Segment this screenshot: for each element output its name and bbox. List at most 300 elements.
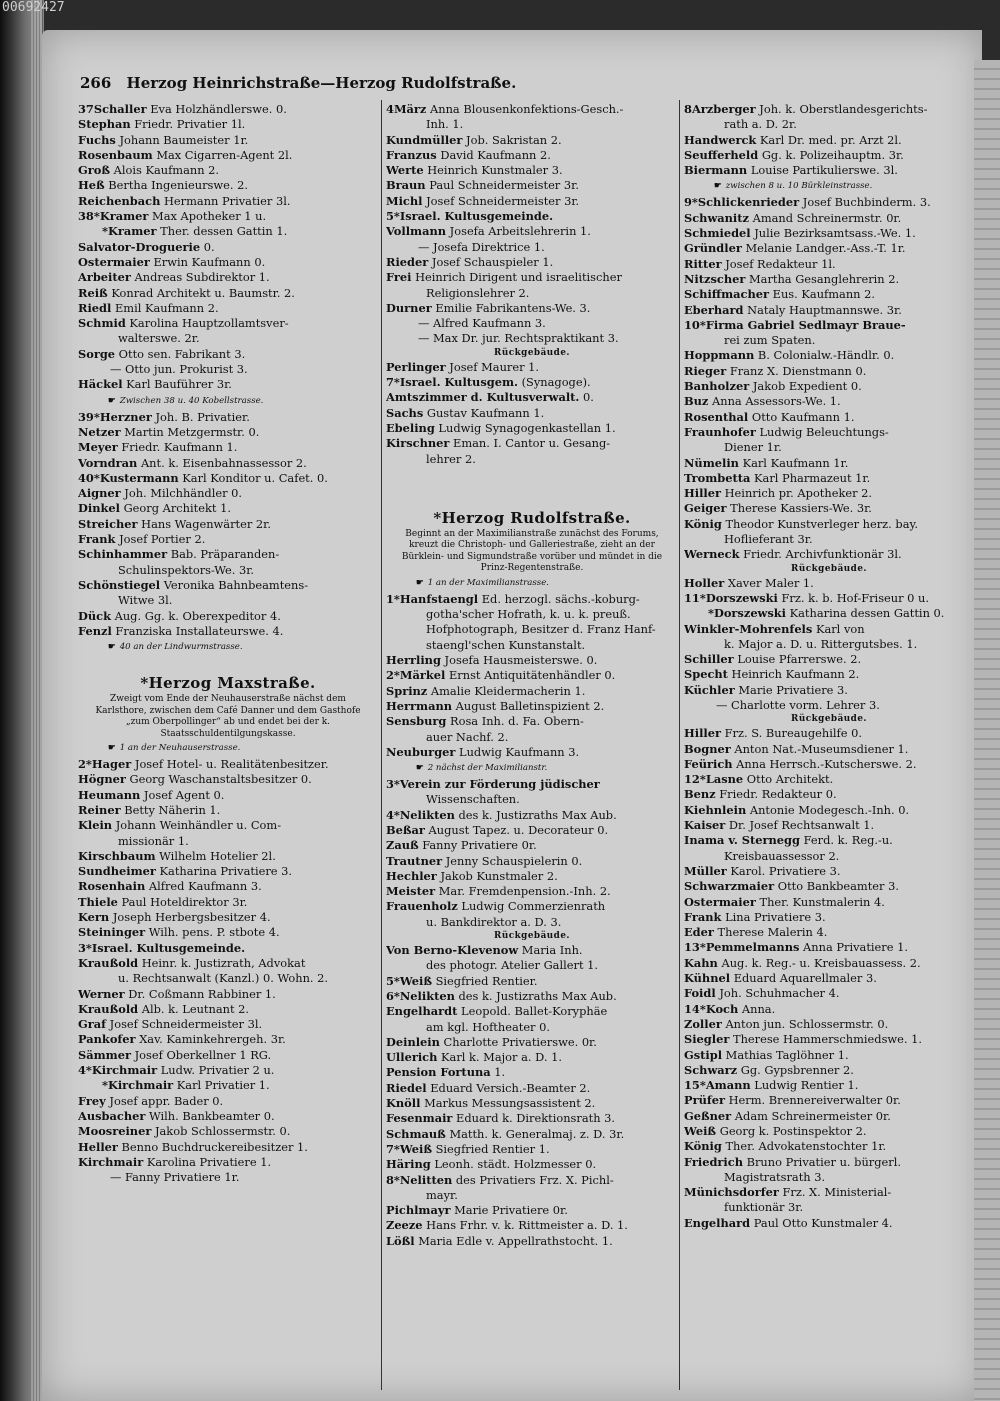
house-number: 5* bbox=[386, 973, 400, 988]
resident-entry bbox=[386, 360, 678, 375]
street-note bbox=[78, 395, 378, 408]
resident-name: Israel. Kultusgemeinde. bbox=[91, 940, 246, 955]
resident-details: Nataly Hauptmannswe. 3r. bbox=[747, 302, 902, 317]
resident-name: Kraußold bbox=[78, 955, 139, 970]
resident-entry bbox=[78, 456, 378, 471]
pointing-hand-icon: ☛ bbox=[416, 763, 424, 774]
street-description-text: Beginnt an der Maximilianstraße zunächst des Forums, kreuzt die Christoph- und Galleriestraße, zieht an der Bürklein- und Sigmundstraße vorüber und mündet in die Prinz-Regentenstraße. bbox=[401, 528, 663, 574]
resident-name: Kiehnlein bbox=[684, 802, 747, 817]
resident-details: Leopold. Ballet-Koryphäe bbox=[461, 1004, 608, 1019]
resident-entry bbox=[386, 1004, 678, 1019]
resident-entry bbox=[78, 194, 378, 209]
resident-name: Seufferheld bbox=[684, 147, 759, 162]
resident-name: Kramer bbox=[99, 209, 149, 224]
resident-entry bbox=[78, 895, 378, 910]
resident-name: Herrling bbox=[386, 653, 441, 668]
resident-name: Lößl bbox=[386, 1233, 415, 1248]
resident-entry bbox=[78, 440, 378, 455]
resident-details: Joh. Milchhändler 0. bbox=[124, 486, 243, 501]
resident-entry bbox=[386, 102, 678, 117]
continuation-text: Hofphotograph, Besitzer d. Franz Hanf- bbox=[426, 622, 656, 637]
house-number: 10* bbox=[684, 317, 706, 332]
resident-details: Amand Schreinermstr. 0r. bbox=[752, 210, 902, 225]
resident-name: Feürich bbox=[684, 756, 733, 771]
resident-name: Schmid bbox=[78, 316, 126, 331]
resident-entry bbox=[684, 772, 974, 787]
resident-name: Michl bbox=[386, 193, 423, 208]
continuation-text: Wissenschaften. bbox=[426, 792, 520, 807]
resident-entry bbox=[386, 653, 678, 668]
resident-name: Frei bbox=[386, 270, 412, 285]
resident-name: Weiß bbox=[684, 1124, 717, 1138]
resident-entry bbox=[684, 667, 974, 682]
house-number: 7* bbox=[386, 375, 400, 390]
resident-details: Emilie Fabrikantens-We. 3. bbox=[435, 300, 591, 315]
resident-name: Engelhardt bbox=[386, 1004, 458, 1019]
resident-entry bbox=[78, 1124, 378, 1139]
right-page-stack-edge bbox=[974, 60, 1000, 1401]
resident-details: Otto Kaufmann 1. bbox=[751, 409, 855, 424]
resident-details: Dr. Coßmann Rabbiner 1. bbox=[128, 986, 276, 1001]
continuation-text: auer Nachf. 2. bbox=[426, 729, 509, 744]
resident-details: Frz. S. Bureaugehilfe 0. bbox=[724, 726, 862, 741]
continuation-line bbox=[684, 117, 974, 132]
resident-entry bbox=[386, 869, 678, 884]
resident-details: Betty Näherin 1. bbox=[124, 802, 221, 817]
resident-details: Ludwig Commerzienrath bbox=[461, 899, 606, 914]
resident-name: Pichlmayr bbox=[386, 1203, 451, 1218]
resident-details: 0. bbox=[583, 390, 594, 405]
house-number: 12* bbox=[684, 772, 706, 787]
resident-entry bbox=[386, 436, 678, 451]
resident-entry bbox=[78, 987, 378, 1002]
resident-name: Braun bbox=[386, 178, 426, 193]
resident-entry bbox=[78, 1032, 378, 1047]
resident-entry bbox=[386, 148, 678, 163]
resident-name: Deinlein bbox=[386, 1034, 440, 1049]
resident-details: Maria Edle v. Appellrathstocht. 1. bbox=[418, 1233, 613, 1248]
house-number: 1* bbox=[386, 591, 400, 606]
resident-name: Kirchmair bbox=[91, 1063, 158, 1078]
resident-entry bbox=[684, 257, 974, 272]
resident-entry bbox=[78, 578, 378, 593]
continuation-line bbox=[386, 117, 678, 132]
resident-entry bbox=[684, 471, 974, 486]
resident-entry bbox=[684, 1063, 974, 1078]
resident-entry bbox=[684, 986, 974, 1001]
resident-name: Fesenmair bbox=[386, 1111, 453, 1126]
continuation-text: missionär 1. bbox=[118, 833, 189, 848]
resident-details: Eduard k. Direktionsrath 3. bbox=[456, 1111, 616, 1126]
resident-name: Holler bbox=[684, 575, 725, 590]
resident-entry bbox=[78, 501, 378, 516]
resident-entry bbox=[684, 1216, 974, 1231]
column-rule-2 bbox=[679, 100, 680, 1390]
pointing-hand-icon: ☛ bbox=[416, 577, 424, 588]
resident-details: Karl Pharmazeut 1r. bbox=[754, 470, 871, 485]
resident-details: Karl Dr. med. pr. Arzt 2l. bbox=[759, 132, 902, 147]
resident-name: Werneck bbox=[684, 547, 740, 562]
resident-name: Herrmann bbox=[386, 698, 453, 713]
resident-name: Küchler bbox=[684, 682, 735, 697]
resident-name: Trombetta bbox=[684, 470, 751, 485]
resident-entry bbox=[78, 347, 378, 362]
resident-details: Therese Kassiers-We. 3r. bbox=[730, 501, 872, 516]
resident-entry bbox=[78, 803, 378, 818]
resident-entry bbox=[684, 803, 974, 818]
resident-name: Kirschner bbox=[386, 436, 450, 451]
resident-name: Winkler-Mohrenfels bbox=[684, 621, 813, 636]
resident-name: Hager bbox=[91, 757, 132, 772]
resident-details: Markus Messungsassistent 2. bbox=[424, 1096, 596, 1111]
house-number: 38* bbox=[78, 209, 100, 224]
resident-entry bbox=[684, 879, 974, 894]
resident-details: Josef Buchbinderm. 3. bbox=[802, 195, 931, 210]
resident-entry bbox=[386, 1065, 678, 1080]
resident-details: Georg Waschanstaltsbesitzer 0. bbox=[129, 772, 312, 787]
resident-name: Fraunhofer bbox=[684, 424, 756, 439]
resident-entry bbox=[78, 286, 378, 301]
resident-name: Ullerich bbox=[386, 1050, 438, 1065]
resident-entry bbox=[78, 163, 378, 178]
resident-details: Katharina Privatiere 3. bbox=[159, 864, 293, 879]
resident-details: Otto sen. Fabrikant 3. bbox=[118, 346, 246, 361]
resident-details: Gg. k. Polizeihauptm. 3r. bbox=[761, 147, 904, 162]
resident-name: Dinkel bbox=[78, 501, 120, 516]
continuation-line bbox=[386, 792, 678, 807]
resident-name: Prüfer bbox=[684, 1093, 725, 1108]
street-description bbox=[78, 694, 378, 740]
resident-entry bbox=[684, 287, 974, 302]
continuation-text: — Charlotte vorm. Lehrer 3. bbox=[716, 697, 880, 712]
resident-entry bbox=[386, 178, 678, 193]
resident-name: Kirchmair bbox=[78, 1154, 144, 1169]
continuation-text: u. Rechtsanwalt (Kanzl.) 0. Wohn. 2. bbox=[118, 971, 329, 986]
resident-details: Katharina dessen Gattin 0. bbox=[789, 606, 945, 621]
resident-details: Josef appr. Bader 0. bbox=[109, 1093, 224, 1108]
continuation-line bbox=[386, 452, 678, 467]
resident-entry bbox=[78, 1140, 378, 1155]
resident-entry bbox=[78, 1002, 378, 1017]
resident-name: Müller bbox=[684, 863, 727, 878]
resident-details: Bab. Präparanden- bbox=[170, 547, 280, 562]
resident-details: Emil Kaufmann 2. bbox=[114, 300, 219, 315]
resident-name: Dück bbox=[78, 608, 111, 623]
house-number: 39* bbox=[78, 409, 100, 424]
resident-entry bbox=[78, 1094, 378, 1109]
resident-details: Ludw. Privatier 2 u. bbox=[160, 1063, 275, 1078]
resident-name: Eder bbox=[684, 925, 714, 940]
resident-name: Siegler bbox=[684, 1032, 730, 1047]
resident-name: Geßner bbox=[684, 1108, 732, 1123]
resident-entry bbox=[78, 471, 378, 486]
resident-details: Alb. k. Leutnant 2. bbox=[141, 1001, 250, 1016]
resident-entry bbox=[386, 974, 678, 989]
resident-name: Israel. Kultusgemeinde. bbox=[399, 209, 554, 224]
resident-details: Aug. k. Reg.- u. Kreisbauassess. 2. bbox=[721, 955, 921, 970]
resident-name: Vollmann bbox=[386, 224, 447, 239]
resident-entry bbox=[684, 195, 974, 210]
resident-name: Hiller bbox=[684, 726, 721, 741]
resident-name: Groß bbox=[78, 163, 110, 178]
resident-details: Ther. Kunstmalerin 4. bbox=[759, 894, 885, 909]
resident-name: Ritter bbox=[684, 256, 722, 271]
resident-name: Reiner bbox=[78, 802, 121, 817]
house-number: 4* bbox=[78, 1063, 92, 1078]
resident-details: Anton jun. Schlossermstr. 0. bbox=[725, 1016, 889, 1031]
house-number: 5* bbox=[386, 209, 400, 224]
resident-name: Banholzer bbox=[684, 379, 750, 394]
resident-entry bbox=[386, 375, 678, 390]
resident-name: Eberhard bbox=[684, 302, 744, 317]
continuation-text: lehrer 2. bbox=[426, 451, 476, 466]
street-note bbox=[386, 577, 678, 590]
resident-details: Joseph Herbergsbesitzer 4. bbox=[112, 910, 271, 925]
resident-details: Joh. Schuhmacher 4. bbox=[719, 986, 840, 1001]
street-note bbox=[78, 742, 378, 755]
house-number: 13* bbox=[684, 940, 706, 955]
resident-entry bbox=[386, 209, 678, 224]
resident-entry bbox=[684, 971, 974, 986]
resident-name: Nelikten bbox=[399, 988, 455, 1003]
resident-entry bbox=[684, 1017, 974, 1032]
continuation-text: Inh. 1. bbox=[426, 117, 464, 132]
house-number: 3* bbox=[386, 777, 400, 792]
continuation-line bbox=[386, 316, 678, 331]
continuation-text: am kgl. Hoftheater 0. bbox=[426, 1019, 550, 1034]
resident-details: Mar. Fremdenpension.-Inh. 2. bbox=[438, 884, 611, 899]
continuation-line bbox=[78, 563, 378, 578]
resident-name: Von Berno-Klevenow bbox=[386, 943, 519, 958]
resident-name: März bbox=[393, 102, 427, 116]
resident-details: 1. bbox=[494, 1065, 506, 1080]
street-note-text: 1 an der Maximilianstrasse. bbox=[427, 577, 550, 588]
house-number: 40* bbox=[78, 470, 100, 485]
resident-entry bbox=[684, 940, 974, 955]
continuation-text: Hoflieferant 3r. bbox=[724, 532, 813, 547]
resident-entry bbox=[78, 255, 378, 270]
street-section-title bbox=[386, 507, 678, 529]
resident-details: Marie Privatiere 0r. bbox=[454, 1203, 568, 1218]
resident-entry bbox=[684, 486, 974, 501]
resident-entry bbox=[684, 1139, 974, 1154]
resident-details: Josef Portier 2. bbox=[119, 532, 206, 547]
resident-details: Julie Bezirksamtsass.-We. 1. bbox=[754, 226, 916, 241]
pointing-hand-icon: ☛ bbox=[108, 395, 116, 406]
resident-details: Jakob Kunstmaler 2. bbox=[440, 868, 558, 883]
resident-entry bbox=[386, 854, 678, 869]
resident-name: Rieger bbox=[684, 363, 727, 378]
resident-details: Adam Schreinermeister 0r. bbox=[734, 1108, 891, 1123]
resident-name: Sämmer bbox=[78, 1047, 131, 1062]
continuation-line bbox=[386, 958, 678, 973]
resident-name: Pankofer bbox=[78, 1032, 136, 1047]
continuation-line bbox=[78, 331, 378, 346]
house-number: 2* bbox=[78, 757, 92, 772]
resident-details: August Balletinspizient 2. bbox=[455, 698, 605, 713]
resident-details: Wilh. Bankbeamter 0. bbox=[148, 1108, 275, 1123]
resident-details: Anton Nat.-Museumsdiener 1. bbox=[734, 741, 909, 756]
street-description-text: Zweigt vom Ende der Neuhauserstraße nächst dem Karlsthore, zwischen dem Café Danner und dem Gasthofe „zum Oberpollinger“ ab und endet bei der k. Staatsschuldentilgungskasse. bbox=[95, 694, 361, 739]
resident-details: Karol. Privatiere 3. bbox=[730, 863, 841, 878]
resident-entry bbox=[684, 1078, 974, 1093]
resident-name: Kundmüller bbox=[386, 132, 463, 147]
resident-details: Ther. Advokatenstochter 1r. bbox=[725, 1139, 887, 1154]
page-number: 266 bbox=[80, 74, 112, 92]
street-note-text: Zwischen 38 u. 40 Kobellstrasse. bbox=[119, 395, 264, 406]
resident-name: Sundheimer bbox=[78, 864, 156, 879]
resident-name: Bogner bbox=[684, 741, 731, 756]
continuation-line bbox=[78, 593, 378, 608]
resident-details: Josef Oberkellner 1 RG. bbox=[134, 1047, 272, 1062]
resident-name: Klein bbox=[78, 818, 113, 833]
resident-details: Friedr. Redakteur 0. bbox=[719, 787, 837, 802]
resident-entry bbox=[78, 425, 378, 440]
resident-details: Georg Architekt 1. bbox=[123, 501, 231, 516]
resident-entry bbox=[684, 226, 974, 241]
resident-name: Weiß bbox=[399, 1141, 432, 1156]
resident-details: Frz. k. b. Hof-Friseur 0 u. bbox=[781, 590, 930, 605]
resident-name: Arbeiter bbox=[78, 270, 131, 285]
resident-details: Joh. B. Privatier. bbox=[155, 409, 250, 424]
resident-details: Josef Schneidermeister 3l. bbox=[109, 1017, 263, 1032]
resident-entry bbox=[684, 318, 974, 333]
rear-building-text: Rückgebäude. bbox=[494, 931, 570, 942]
resident-entry bbox=[78, 925, 378, 940]
resident-details: Paul Schneidermeister 3r. bbox=[429, 178, 579, 193]
resident-details: Josef Redakteur 1l. bbox=[725, 256, 836, 271]
resident-name: Moosreiner bbox=[78, 1124, 152, 1139]
resident-entry bbox=[78, 377, 378, 392]
resident-entry bbox=[386, 224, 678, 239]
resident-details: Ernst Antiquitätenhändler 0. bbox=[448, 668, 616, 683]
resident-entry bbox=[386, 163, 678, 178]
resident-details: Alfred Kaufmann 3. bbox=[148, 879, 262, 894]
resident-details: Erwin Kaufmann 0. bbox=[153, 254, 266, 269]
resident-name: Kühnel bbox=[684, 971, 731, 986]
resident-name: Ostermaier bbox=[684, 894, 756, 909]
resident-entry bbox=[684, 864, 974, 879]
resident-details: Josefa Arbeitslehrerin 1. bbox=[449, 224, 591, 239]
resident-details: David Kaufmann 2. bbox=[440, 147, 551, 162]
resident-name: Nümelin bbox=[684, 455, 739, 470]
resident-details: Franziska Installateurswe. 4. bbox=[115, 623, 284, 638]
continuation-text: — Alfred Kaufmann 3. bbox=[418, 316, 546, 331]
resident-details: Eduard Versich.-Beamter 2. bbox=[430, 1080, 591, 1095]
resident-details: (Synagoge). bbox=[521, 375, 591, 390]
resident-entry bbox=[684, 818, 974, 833]
resident-details: Eus. Kaufmann 2. bbox=[772, 287, 875, 302]
resident-entry bbox=[78, 1063, 378, 1078]
resident-entry bbox=[684, 895, 974, 910]
resident-name: Kirschbaum bbox=[78, 848, 156, 863]
resident-name: Koch bbox=[705, 1001, 739, 1016]
resident-entry bbox=[684, 1002, 974, 1017]
resident-details: Martha Gesanglehrerin 2. bbox=[748, 271, 900, 286]
continuation-line bbox=[386, 286, 678, 301]
resident-entry bbox=[78, 410, 378, 425]
resident-details: August Tapez. u. Decorateur 0. bbox=[428, 822, 609, 837]
resident-entry bbox=[78, 486, 378, 501]
resident-name: Netzer bbox=[78, 424, 121, 439]
street-title-text: *Herzog Maxstraße. bbox=[140, 674, 316, 693]
resident-name: Weiß bbox=[399, 973, 432, 988]
resident-name: Meister bbox=[386, 884, 436, 899]
resident-details: Karl k. Major a. D. 1. bbox=[441, 1050, 562, 1065]
rear-building-label bbox=[386, 347, 678, 360]
resident-name: Ostermaier bbox=[78, 254, 150, 269]
resident-entry bbox=[684, 241, 974, 256]
resident-name: Hanfstaengl bbox=[399, 591, 479, 606]
resident-details: Gustav Kaufmann 1. bbox=[426, 405, 545, 420]
resident-details: Siegfried Rentier 1. bbox=[435, 1141, 550, 1156]
continuation-line bbox=[684, 532, 974, 547]
resident-details: Gg. Gypsbrenner 2. bbox=[740, 1062, 854, 1077]
resident-details: Johann Weinhändler u. Com- bbox=[115, 818, 282, 833]
resident-name: *Kirchmair bbox=[102, 1078, 174, 1093]
continuation-line bbox=[386, 331, 678, 346]
resident-entry bbox=[684, 272, 974, 287]
resident-details: Ferd. k. Reg.-u. bbox=[803, 833, 893, 848]
resident-details: Anna. bbox=[741, 1001, 776, 1016]
resident-name: Buz bbox=[684, 394, 709, 409]
resident-details: Andreas Subdirektor 1. bbox=[134, 270, 270, 285]
street-description bbox=[386, 529, 678, 575]
resident-details: Friedr. Kaufmann 1. bbox=[121, 440, 238, 455]
resident-details: Ludwig Rentier 1. bbox=[754, 1078, 859, 1093]
resident-entry bbox=[386, 1157, 678, 1172]
resident-entry bbox=[684, 456, 974, 471]
resident-name: Gründler bbox=[684, 241, 742, 256]
resident-details: Heinrich Kunstmaler 3. bbox=[427, 163, 563, 178]
resident-entry bbox=[78, 1017, 378, 1032]
resident-details: Karl von bbox=[815, 621, 865, 636]
house-number: 7* bbox=[386, 1141, 400, 1156]
resident-name: Ebeling bbox=[386, 420, 435, 435]
resident-details: Charlotte Privatierswe. 0r. bbox=[443, 1034, 597, 1049]
resident-details: Josefa Hausmeisterswe. 0. bbox=[444, 653, 598, 668]
continuation-text: Schulinspektors-We. 3r. bbox=[118, 562, 255, 577]
resident-name: Riedl bbox=[78, 300, 112, 315]
resident-entry bbox=[78, 209, 378, 224]
resident-name: Schinhammer bbox=[78, 547, 168, 562]
resident-entry bbox=[78, 772, 378, 787]
resident-details: Leonh. städt. Holzmesser 0. bbox=[434, 1157, 597, 1172]
column-rule-1 bbox=[381, 100, 382, 1390]
resident-entry bbox=[78, 117, 378, 132]
resident-name: Nitzscher bbox=[684, 271, 746, 286]
resident-details: des Privatiers Frz. X. Pichl- bbox=[455, 1172, 614, 1187]
resident-entry bbox=[386, 808, 678, 823]
resident-details: 0. bbox=[203, 239, 215, 254]
resident-name: Foidl bbox=[684, 986, 716, 1001]
resident-details: Aug. Gg. k. Oberexpeditor 4. bbox=[114, 608, 281, 623]
resident-entry bbox=[386, 684, 678, 699]
resident-entry bbox=[386, 255, 678, 270]
resident-details: Anna Assessors-We. 1. bbox=[712, 394, 841, 409]
house-number: 2* bbox=[386, 668, 400, 683]
resident-name: Zauß bbox=[386, 838, 419, 853]
resident-name: Geiger bbox=[684, 501, 727, 516]
resident-entry bbox=[78, 849, 378, 864]
house-number: 37 bbox=[78, 102, 94, 116]
continuation-text: staengl'schen Kunstanstalt. bbox=[426, 637, 586, 652]
resident-details: Karl Bauführer 3r. bbox=[126, 377, 232, 392]
resident-details: Karolina Hauptzollamtsver- bbox=[129, 316, 289, 331]
resident-name: Amtszimmer d. Kultusverwalt. bbox=[386, 390, 580, 405]
resident-entry bbox=[684, 757, 974, 772]
resident-entry bbox=[684, 348, 974, 363]
